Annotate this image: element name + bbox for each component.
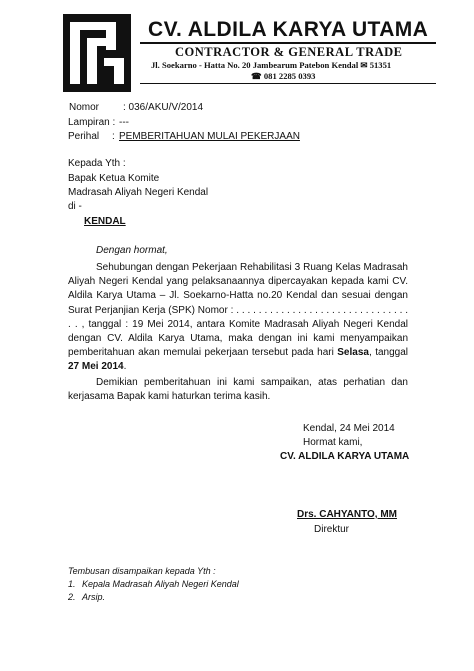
- perihal-label: Perihal: [68, 131, 100, 142]
- paragraph-2-text: Demikian pemberitahuan ini kami sampaikan, atas perhatian dan kerjasama Bapak kami haturkan terima kasih.: [68, 377, 408, 403]
- recipient-city: KENDAL: [84, 216, 126, 227]
- lampiran-value: ---: [119, 117, 129, 128]
- tembusan-heading: Tembusan disampaikan kepada Yth :: [68, 566, 216, 576]
- nomor-label: Nomor: [69, 102, 100, 113]
- company-name: CV. ALDILA KARYA UTAMA: [148, 18, 429, 41]
- header-rule-top: [140, 42, 436, 44]
- perihal-colon: :: [112, 131, 115, 142]
- recipient-line-1: Kepada Yth :: [68, 158, 126, 169]
- company-tagline: CONTRACTOR & GENERAL TRADE: [175, 45, 403, 59]
- header-rule-bottom: [140, 83, 436, 84]
- start-date: 27 Mei 2014: [68, 361, 124, 373]
- tembusan-number-1: 1.: [68, 579, 76, 589]
- start-day: Selasa: [337, 347, 369, 359]
- paragraph-1-mid: , tanggal: [368, 347, 408, 359]
- body-paragraph-2: [68, 376, 408, 404]
- company-address: Jl. Soekarno - Hatta No. 20 Jambearum Patebon Kendal ✉ 51351: [151, 60, 392, 70]
- recipient-line-3: Madrasah Aliyah Negeri Kendal: [68, 187, 209, 198]
- company-logo: [63, 14, 131, 92]
- body-paragraph-1: [68, 261, 408, 375]
- lampiran-label: Lampiran :: [68, 117, 116, 128]
- signature-company: CV. ALDILA KARYA UTAMA: [280, 451, 410, 462]
- paragraph-1-text: Sehubungan dengan Pekerjaan Rehabilitasi 3 Ruang Kelas Madrasah Aliyah Negeri Kendal yang pelaksanaannya dipercayakan kepada kami CV. Aldila Karya Utama – Jl. Soekarno-Hatta no.20 Kendal dan sesuai dengan Surat Perjanjian Kerja (SPK) Nomor : . . . . . . . . . . . . . . . . . . . . . . . . . . . . . . . . . , tanggal : 19 Mei 2014, antara Komite Madrasah Aliyah Negeri Kendal dengan CV. Aldila Karya Utama, maka dengan ini kami menyampaikan pemberitahuan akan memulai pekerjaan tersebut pada hari: [68, 262, 408, 359]
- closing: Hormat kami,: [303, 437, 363, 448]
- tembusan-number-2: 2.: [68, 592, 76, 602]
- company-phone: ☎ 081 2285 0393: [251, 71, 316, 81]
- nomor-value: : 036/AKU/V/2014: [123, 102, 204, 113]
- signatory-name: Drs. CAHYANTO, MM: [297, 509, 398, 520]
- tembusan-item-1: Kepala Madrasah Aliyah Negeri Kendal: [82, 579, 239, 589]
- recipient-line-2: Bapak Ketua Komite: [68, 173, 160, 184]
- paragraph-1-end: .: [123, 361, 127, 373]
- place-date: Kendal, 24 Mei 2014: [303, 423, 395, 434]
- signatory-title: Direktur: [314, 524, 350, 535]
- recipient-line-4: di -: [68, 201, 82, 212]
- perihal-value: PEMBERITAHUAN MULAI PEKERJAAN: [119, 131, 300, 142]
- tembusan-item-2: Arsip.: [82, 592, 106, 602]
- salutation: Dengan hormat,: [96, 245, 168, 256]
